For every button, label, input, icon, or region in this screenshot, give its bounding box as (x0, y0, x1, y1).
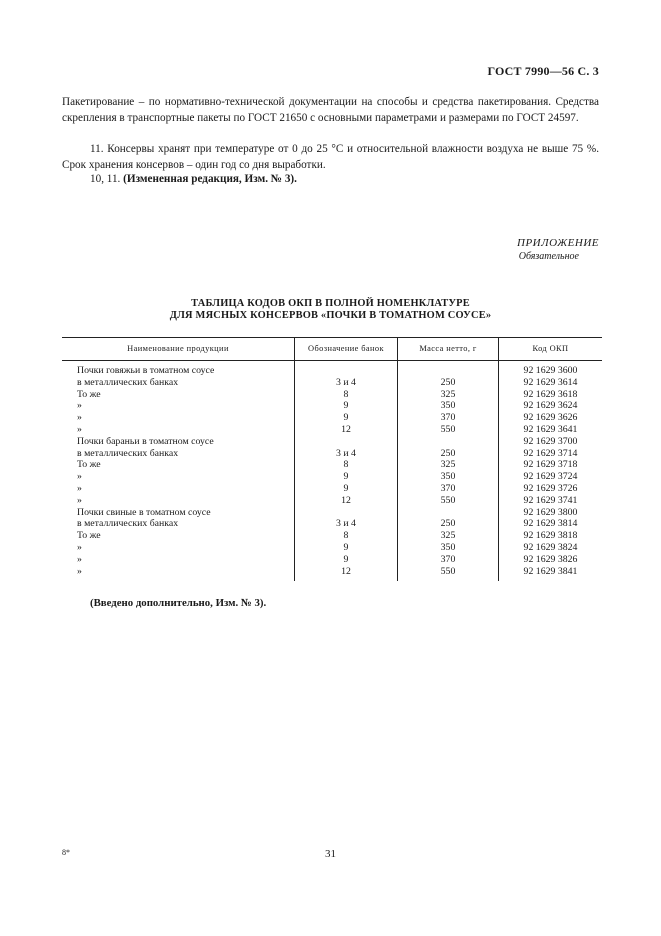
table-row (62, 518, 602, 530)
clause-10-11-prefix: 10, 11. (90, 173, 121, 185)
net-mass-cell: 350 (398, 542, 499, 554)
table-title (62, 298, 599, 322)
okp-code-cell: 92 1629 3824 (499, 542, 603, 554)
okp-codes-table (62, 337, 602, 581)
product-name-cell: » (77, 471, 82, 483)
okp-code-cell: 92 1629 3800 (499, 507, 603, 519)
table-row (62, 554, 602, 566)
okp-code-cell: 92 1629 3626 (499, 412, 603, 424)
jar-designation-cell (295, 436, 398, 448)
product-name-cell: Почки свиные в томатном соусе (77, 506, 211, 518)
okp-code-cell: 92 1629 3841 (499, 566, 603, 582)
net-mass-cell: 325 (398, 530, 499, 542)
product-name-cell: » (77, 400, 82, 412)
table-title-line-2: ДЛЯ МЯСНЫХ КОНСЕРВОВ «ПОЧКИ В ТОМАТНОМ СОУСЕ» (169, 310, 492, 321)
net-mass-cell: 550 (398, 495, 499, 507)
okp-code-cell: 92 1629 3700 (499, 436, 603, 448)
product-name-cell: в металлических банках (77, 376, 179, 388)
okp-code-cell: 92 1629 3624 (499, 400, 603, 412)
jar-designation-cell: 3 и 4 (295, 518, 398, 530)
amendment-note: (Измененная редакция, Изм. № 3). (123, 173, 297, 185)
introduced-note: (Введено дополнительно, Изм. № 3). (90, 597, 267, 609)
net-mass-cell: 250 (398, 518, 499, 530)
okp-code-cell: 92 1629 3826 (499, 554, 603, 566)
jar-designation-cell: 9 (295, 412, 398, 424)
jar-designation-cell: 3 и 4 (295, 448, 398, 460)
net-mass-cell: 370 (398, 412, 499, 424)
okp-code-cell: 92 1629 3600 (499, 361, 603, 377)
table-row (62, 436, 602, 448)
net-mass-cell: 370 (398, 483, 499, 495)
jar-designation-cell (295, 507, 398, 519)
net-mass-cell: 350 (398, 400, 499, 412)
table-header-row (62, 338, 602, 361)
table-row (62, 448, 602, 460)
product-name-cell: То же (77, 388, 101, 400)
okp-code-cell: 92 1629 3714 (499, 448, 603, 460)
net-mass-cell (398, 507, 499, 519)
jar-designation-cell: 9 (295, 400, 398, 412)
net-mass-cell: 550 (398, 566, 499, 582)
page-header: ГОСТ 7990—56 С. 3 (487, 64, 599, 78)
net-mass-cell: 550 (398, 424, 499, 436)
okp-code-cell: 92 1629 3718 (499, 459, 603, 471)
product-name-cell: » (77, 412, 82, 424)
table-row (62, 471, 602, 483)
table-row (62, 459, 602, 471)
table-row (62, 530, 602, 542)
net-mass-cell: 350 (398, 471, 499, 483)
product-name-cell: То же (77, 530, 101, 542)
table-row (62, 495, 602, 507)
product-name-cell: » (77, 482, 82, 494)
okp-code-cell: 92 1629 3741 (499, 495, 603, 507)
jar-designation-cell: 9 (295, 542, 398, 554)
net-mass-cell (398, 436, 499, 448)
table-row (62, 483, 602, 495)
table-row (62, 361, 602, 377)
product-name-cell: в металлических банках (77, 518, 179, 530)
net-mass-cell: 325 (398, 459, 499, 471)
table-row (62, 424, 602, 436)
clause-11-paragraph: 11. Консервы хранят при температуре от 0 до 25 °С и относительной влажности воздуха не выше 75 %. Срок хранения консервов – один год со дня выработки. (62, 143, 599, 171)
product-name-cell: в металлических банках (77, 447, 179, 459)
jar-designation-cell: 9 (295, 554, 398, 566)
table-row (62, 412, 602, 424)
table-row (62, 542, 602, 554)
table-row (62, 566, 602, 582)
appendix-label: ПРИЛОЖЕНИЕ (517, 237, 599, 249)
appendix-status: Обязательное (518, 251, 579, 262)
column-header-product: Наименование продукции (62, 338, 295, 361)
table-title-line-1: ТАБЛИЦА КОДОВ ОКП В ПОЛНОЙ НОМЕНКЛАТУРЕ (191, 298, 470, 309)
packaging-paragraph: Пакетирование – по нормативно-технической документации на способы и средства пакетирования. Средства скрепления в транспортные пакеты по ГОСТ 21650 с основными параметрами и размерами по ГОСТ 24597. (62, 96, 599, 124)
net-mass-cell: 370 (398, 554, 499, 566)
table-row (62, 400, 602, 412)
column-header-mass: Масса нетто, г (398, 338, 499, 361)
product-name-cell: » (77, 553, 82, 565)
okp-code-cell: 92 1629 3641 (499, 424, 603, 436)
jar-designation-cell: 8 (295, 389, 398, 401)
page-number: 31 (325, 848, 336, 860)
okp-code-cell: 92 1629 3724 (499, 471, 603, 483)
okp-code-cell: 92 1629 3618 (499, 389, 603, 401)
clause-10-11-paragraph (62, 172, 599, 188)
column-header-code: Код ОКП (499, 338, 603, 361)
table-body (62, 361, 602, 582)
product-name-cell: » (77, 541, 82, 553)
jar-designation-cell: 12 (295, 566, 398, 582)
jar-designation-cell: 12 (295, 495, 398, 507)
table-row (62, 507, 602, 519)
okp-code-cell: 92 1629 3818 (499, 530, 603, 542)
jar-designation-cell: 9 (295, 471, 398, 483)
okp-code-cell: 92 1629 3814 (499, 518, 603, 530)
jar-designation-cell: 3 и 4 (295, 377, 398, 389)
table-row (62, 389, 602, 401)
product-name-cell: То же (77, 459, 101, 471)
table-row (62, 377, 602, 389)
column-header-jar: Обозначение банок (295, 338, 398, 361)
product-name-cell: » (77, 423, 82, 435)
footer-sheet-mark: 8* (62, 848, 70, 857)
jar-designation-cell: 8 (295, 459, 398, 471)
net-mass-cell: 250 (398, 377, 499, 389)
product-name-cell: » (77, 494, 82, 506)
net-mass-cell: 325 (398, 389, 499, 401)
jar-designation-cell: 12 (295, 424, 398, 436)
jar-designation-cell: 8 (295, 530, 398, 542)
appendix-block (517, 236, 599, 264)
okp-code-cell: 92 1629 3614 (499, 377, 603, 389)
product-name-cell: Почки бараньи в томатном соусе (77, 435, 214, 447)
net-mass-cell: 250 (398, 448, 499, 460)
okp-code-cell: 92 1629 3726 (499, 483, 603, 495)
jar-designation-cell: 9 (295, 483, 398, 495)
net-mass-cell (398, 361, 499, 377)
product-name-cell: » (77, 565, 82, 577)
jar-designation-cell (295, 361, 398, 377)
product-name-cell: Почки говяжьи в томатном соусе (77, 365, 215, 376)
